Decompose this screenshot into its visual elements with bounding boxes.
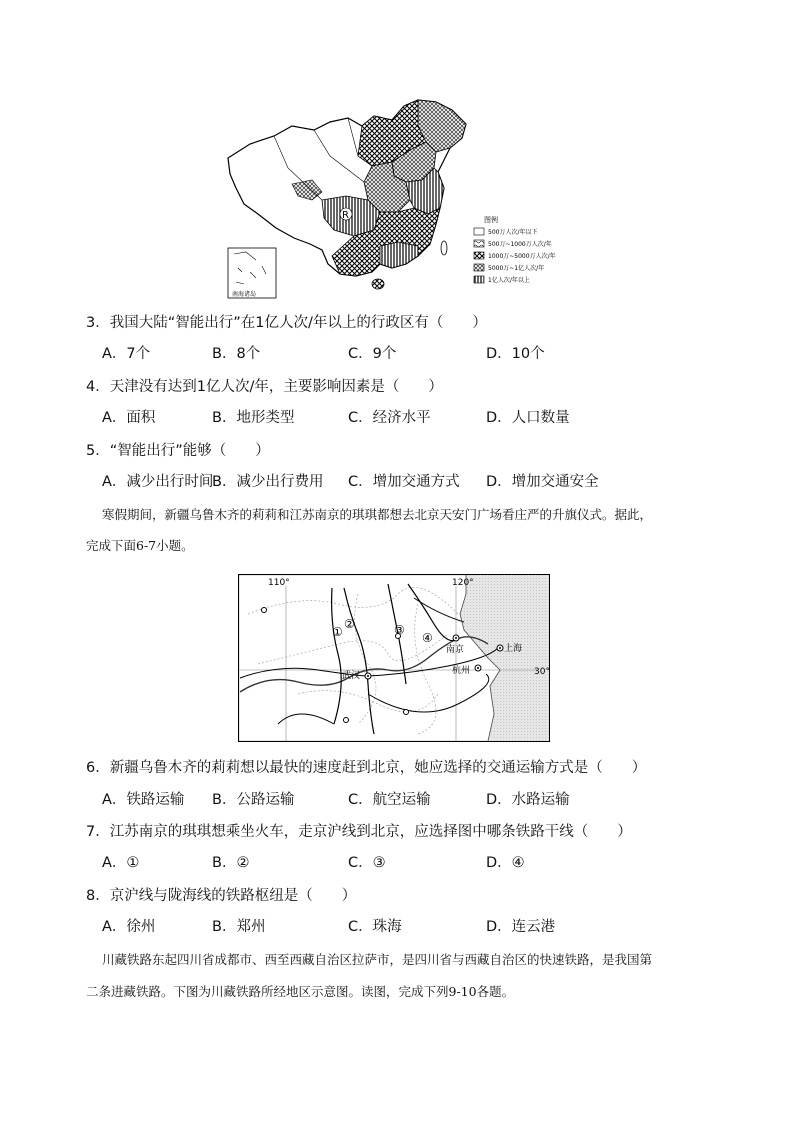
q3-option-c[interactable]: C．9个 [348, 346, 397, 362]
lon-110-label: 110° [268, 578, 290, 588]
line-label-2: ② [344, 617, 355, 631]
city-hangzhou: 杭州 [452, 666, 471, 676]
china-map [222, 96, 562, 302]
q5-option-c[interactable]: C．增加交通方式 [348, 474, 460, 490]
legend-item-3: 1000万~5000万人次/年 [488, 253, 556, 260]
q5-option-d[interactable]: D．增加交通安全 [486, 474, 599, 490]
question-5-stem: 5．“智能出行”能够（ ） [86, 443, 270, 459]
railway-map-figure [238, 574, 550, 742]
legend-swatch-5 [474, 276, 484, 283]
legend-swatch-2 [474, 240, 484, 247]
q8-option-a[interactable]: A．徐州 [102, 919, 156, 935]
line-label-4: ④ [422, 631, 433, 645]
legend-swatch-3 [474, 252, 484, 259]
legend-item-4: 5000万~1亿人次/年 [488, 265, 545, 272]
q3-option-b[interactable]: B．8个 [212, 346, 261, 362]
legend-swatch-1 [474, 228, 484, 235]
city-shanghai: 上海 [504, 644, 523, 654]
q4-option-d[interactable]: D．人口数量 [486, 410, 570, 426]
question-4-stem: 4．天津没有达到1亿人次/年，主要影响因素是（ ） [86, 379, 443, 395]
line-label-1: ① [332, 625, 343, 639]
city-nanjing: 南京 [446, 645, 465, 655]
q5-option-a[interactable]: A．减少出行时间 [102, 474, 214, 490]
q4-option-a[interactable]: A．面积 [102, 410, 156, 426]
q4-option-c[interactable]: C．经济水平 [348, 410, 431, 426]
q8-option-b[interactable]: B．郑州 [212, 919, 266, 935]
china-map-figure [222, 96, 562, 302]
q6-option-b[interactable]: B．公路运输 [212, 792, 295, 808]
question-3-stem: 3．我国大陆“智能出行”在1亿人次/年以上的行政区有（ ） [86, 315, 487, 331]
railway-map [238, 574, 550, 742]
legend-item-2: 500万~1000万人次/年 [488, 241, 552, 248]
inset-label: 南海诸岛 [232, 291, 257, 298]
question-6-stem: 6．新疆乌鲁木齐的莉莉想以最快的速度赶到北京，她应选择的交通运输方式是（ ） [86, 760, 647, 776]
q7-option-d[interactable]: D．④ [486, 855, 525, 871]
lon-120-label: 120° [452, 578, 474, 588]
region-r-label: R [342, 210, 349, 221]
q6-option-c[interactable]: C．航空运输 [348, 792, 431, 808]
q7-option-a[interactable]: A．① [102, 855, 140, 871]
q4-option-b[interactable]: B．地形类型 [212, 410, 295, 426]
city-wuhan: 武汉 [342, 671, 361, 681]
q6-option-a[interactable]: A．铁路运输 [102, 792, 185, 808]
q3-option-a[interactable]: A．7个 [102, 346, 151, 362]
q8-option-d[interactable]: D．连云港 [486, 919, 556, 935]
q7-option-b[interactable]: B．② [212, 855, 250, 871]
question-7-stem: 7．江苏南京的琪琪想乘坐火车，走京沪线到北京，应选择图中哪条铁路干线（ ） [86, 824, 632, 840]
q5-option-b[interactable]: B．减少出行费用 [212, 474, 324, 490]
legend-item-1: 500万人次/年以下 [488, 229, 538, 236]
q3-option-d[interactable]: D．10个 [486, 346, 545, 362]
legend-swatch-4 [474, 264, 484, 271]
q6-option-d[interactable]: D．水路运输 [486, 792, 570, 808]
intro-9-10-line-1: 川藏铁路东起四川省成都市、西至西藏自治区拉萨市，是四川省与西藏自治区的快速铁路，是我国第 [102, 952, 653, 967]
intro-6-7-line-1: 寒假期间，新疆乌鲁木齐的莉莉和江苏南京的琪琪都想去北京天安门广场看庄严的升旗仪式。据此， [102, 507, 653, 522]
q7-option-c[interactable]: C．③ [348, 855, 386, 871]
line-label-3: ③ [394, 623, 405, 637]
lat-30-label: 30° [534, 667, 550, 677]
question-8-stem: 8．京沪线与陇海线的铁路枢纽是（ ） [86, 888, 357, 904]
legend-item-5: 1亿人次/年以上 [488, 277, 530, 284]
legend-title: 图例 [484, 216, 498, 224]
intro-6-7-line-2: 完成下面6-7小题。 [86, 538, 194, 553]
intro-9-10-line-2: 二条进藏铁路。下图为川藏铁路所经地区示意图。读图，完成下列9-10各题。 [86, 984, 515, 999]
q8-option-c[interactable]: C．珠海 [348, 919, 402, 935]
